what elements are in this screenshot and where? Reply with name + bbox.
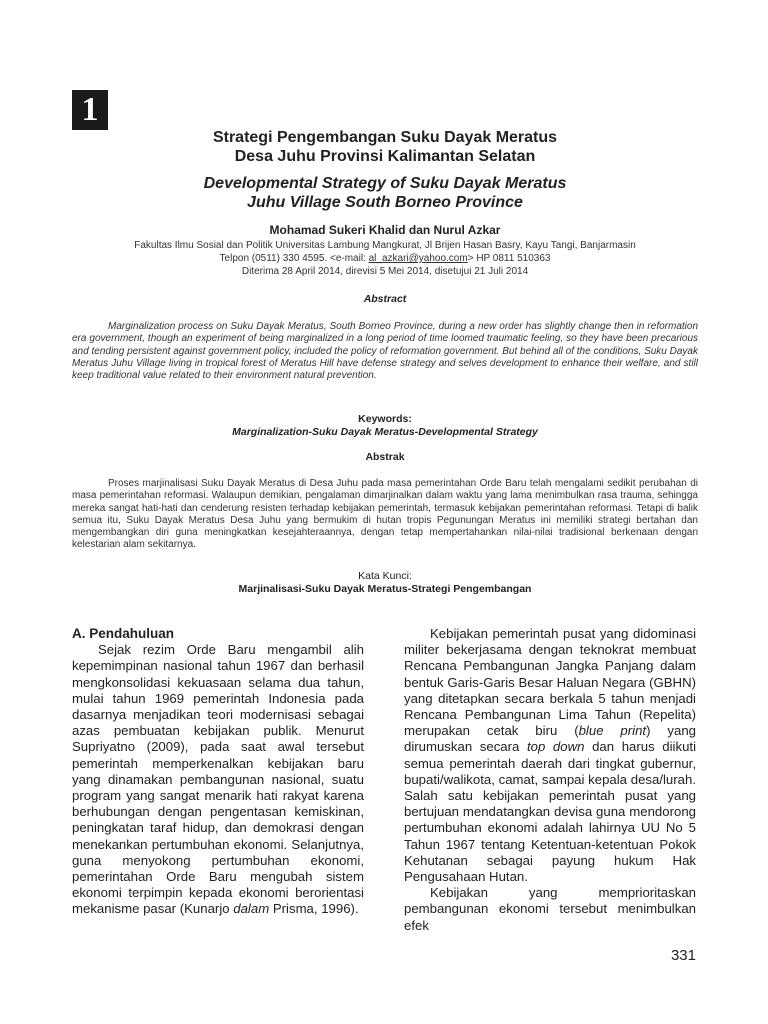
- chapter-number-box: 1: [72, 90, 108, 130]
- keywords-heading: Keywords:: [358, 413, 412, 425]
- body-column-right: [404, 626, 696, 934]
- italic-text: dalam: [233, 901, 270, 917]
- italic-text: blue print: [578, 723, 647, 739]
- title-en-line-2: Juhu Village South Borneo Province: [247, 194, 523, 211]
- affiliation: [72, 239, 698, 278]
- italic-text: top down: [526, 739, 585, 755]
- affiliation-contact: [72, 252, 698, 265]
- body-paragraph: [72, 642, 364, 917]
- kata-kunci: Marjinalisasi-Suku Dayak Meratus-Strategi Pengembangan: [238, 583, 532, 595]
- text-run: Prisma, 1996).: [269, 901, 359, 917]
- phone-suffix: > HP 0811 510363: [467, 253, 551, 264]
- keywords-english: Marginalization-Suku Dayak Meratus-Developmental Strategy: [232, 426, 538, 438]
- abstract-heading: Abstract: [363, 293, 407, 305]
- kata-kunci-heading: Kata Kunci:: [358, 570, 412, 582]
- body-paragraph: Kebijakan yang memprioritaskan pembangunan ekonomi tersebut menimbulkan efek: [404, 885, 696, 933]
- email-link[interactable]: al_azkari@yahoo.com: [368, 253, 468, 264]
- page-number: 331: [670, 947, 696, 964]
- text-run: Kebijakan pemerintah pusat yang didominasi militer bekerjasama dengan teknokrat membuat Rencana Pembangunan Jangka Panjang dalam bentuk Garis-Garis Besar Haluan Negara (GBHN) yang ditetapkan secara berkala 5 tahun menjadi Rencana Pembangunan Lima Tahun (Repelita) merupakan cetak biru (: [404, 626, 696, 739]
- title-id-line-2: Desa Juhu Provinsi Kalimantan Selatan: [234, 148, 536, 165]
- abstract-english: Marginalization process on Suku Dayak Meratus, South Borneo Province, during a new order has slightly change then in reformation era government, though an experiment of being marginalized in a long period of time loomed traumatic feeling, so they have been precarious and tending persistent against government policy, included the policy of reformation government. But behind all of the conditions, Suku Dayak Meratus Juhu Village living in tropical forest of Meratus Hill have defense strategy and selves development to enhance their welfare, and still keep traditional value related to their environment natural prevention.: [72, 321, 698, 382]
- title-id-line-1: Strategi Pengembangan Suku Dayak Meratus: [212, 129, 558, 146]
- body-paragraph: [404, 626, 696, 885]
- affiliation-address: Fakultas Ilmu Sosial dan Politik Universitas Lambung Mangkurat, Jl Brijen Hasan Basry, Kayu Tangi, Banjarmasin: [134, 240, 636, 251]
- abstract-indonesian: Proses marjinalisasi Suku Dayak Meratus di Desa Juhu pada masa pemerintahan Orde Baru telah mengalami sedikit perubahan di masa pemerintahan reformasi. Walaupun demikian, pengalaman dimarjinalkan dalam waktu yang lama menimbulkan rasa trauma, sehingga mereka sangat hati-hati dan cenderung resisten terhadap kebijakan pemerintah, termasuk kebijakan pemerintahan reformasi. Tetapi di balik semua itu, Suku Dayak Meratus Desa Juhu yang bermukim di hutan tropis Pegunungan Meratus ini memiliki strategi bertahan dan mengembangkan diri guna meningkatkan kesejahteraannya, dengan tetap mempertahankan nilai-nilai tradisional berkenaan dengan kelestarian alam sekitarnya.: [72, 478, 698, 551]
- abstrak-heading: Abstrak: [365, 451, 405, 463]
- text-run: Sejak rezim Orde Baru mengambil alih kepemimpinan nasional tahun 1967 dan berhasil mengkonsolidasi kekuasaan selama dua tahun, mulai tahun 1969 pemerintah Indonesia pada dasarnya menjadikan teori modernisasi sebagai azas pembuatan kebijakan publik. Menurut Supriyatno (2009), pada saat awal tersebut pemerintah memperkenalkan kebijakan baru yang dinamakan pembangunan nasional, suatu program yang sangat menarik hati rakyat karena berhubungan dengan pengentasan kemiskinan, peningkatan taraf hidup, dan demokrasi dengan menekankan pertumbuhan ekonomi. Selanjutnya, guna menyokong pertumbuhan ekonomi, pemerintahan Orde Baru mengubah sistem ekonomi terpimpin kepada ekonomi berorientasi mekanisme pasar (Kunarjo: [72, 642, 364, 917]
- paper-title-indonesian: [72, 128, 698, 166]
- text-run: dan harus diikuti semua pemerintah daerah dari tingkat gubernur, bupati/walikota, camat, sampai kepala desa/lurah. Salah satu kebijakan pemerintah pusat yang bertujuan mendatangkan devisa guna mendorong pertumbuhan ekonomi adalah lahirnya UU No 5 Tahun 1967 tentang Ketentuan-ketentuan Pokok Kehutanan sebagai payung hukum Hak Pengusahaan Hutan.: [404, 739, 697, 885]
- authors: Mohamad Sukeri Khalid dan Nurul Azkar: [269, 223, 501, 237]
- received-dates: Diterima 28 April 2014, direvisi 5 Mei 2014, disetujui 21 Juli 2014: [241, 266, 529, 277]
- section-heading: A. Pendahuluan: [72, 626, 175, 641]
- paper-title-english: [72, 174, 698, 212]
- text-run: ) yang dirumuskan secara: [404, 723, 696, 755]
- body-column-left: [72, 626, 364, 918]
- title-en-line-1: Developmental Strategy of Suku Dayak Meratus: [203, 175, 567, 192]
- phone-prefix: Telpon (0511) 330 4595. <e-mail:: [219, 253, 369, 264]
